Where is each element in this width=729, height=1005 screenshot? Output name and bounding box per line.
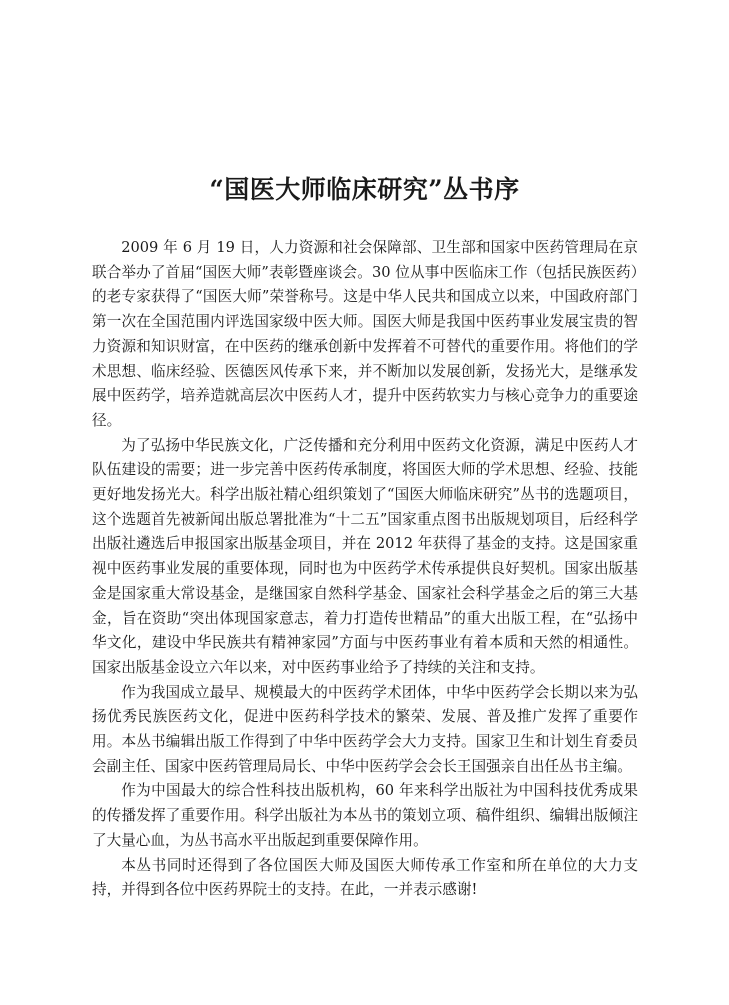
paragraph-4: 作为中国最大的综合性科技出版机构，60 年来科学出版社为中国科技优秀成果的传播发挥了重要作用。科学出版社为本丛书的策划立项、稿件组织、编辑出版倾注了大量心血，为丛书高水平出版起到重要保障作用。 — [92, 782, 638, 849]
paragraph-1: 2009 年 6 月 19 日，人力资源和社会保障部、卫生部和国家中医药管理局在京联合举办了首届“国医大师”表彰暨座谈会。30 位从事中医临床工作（包括民族医药）的老专家获得了“国医大师”荣誉称号。这是中华人民共和国成立以来，中国政府部门第一次在全国范围内评选国家级中医大师。国医大师是我国中医药事业发展宝贵的智力资源和知识财富，在中医药的继承创新中发挥着不可替代的重要作用。将他们的学术思想、临床经验、医德医风传承下来，并不断加以发展创新，发扬光大，是继承发展中医药学，培养造就高层次中医药人才，提升中医药软实力与核心竞争力的重要途径。 — [92, 239, 638, 429]
page-title: “国医大师临床研究”丛书序 — [209, 175, 520, 204]
paragraph-2: 为了弘扬中华民族文化，广泛传播和充分利用中医药文化资源，满足中医药人才队伍建设的需要；进一步完善中医药传承制度，将国医大师的学术思想、经验、技能更好地发扬光大。科学出版社精心组织策划了“国医大师临床研究”丛书的选题项目，这个选题首先被新闻出版总署批准为“十二五”国家重点图书出版规划项目，后经科学出版社遴选后申报国家出版基金项目，并在 2012 年获得了基金的支持。这是国家重视中医药事业发展的重要体现，同时也为中医药学术传承提供良好契机。国家出版基金是国家重大常设基金，是继国家自然科学基金、国家社会科学基金之后的第三大基金，旨在资助“突出体现国家意志，着力打造传世精品”的重大出版工程，在“弘扬中华文化，建设中华民族共有精神家园”方面与中医药事业有着本质和天然的相通性。国家出版基金设立六年以来，对中医药事业给予了持续的关注和支持。 — [92, 436, 638, 676]
paragraph-3: 作为我国成立最早、规模最大的中医药学术团体，中华中医药学会长期以来为弘扬优秀民族医药文化，促进中医药科学技术的繁荣、发展、普及推广发挥了重要作用。本丛书编辑出版工作得到了中华中医药学会大力支持。国家卫生和计划生育委员会副主任、国家中医药管理局局长、中华中医药学会会长王国强亲自出任丛书主编。 — [92, 683, 638, 775]
preface-body — [92, 236, 638, 903]
paragraph-5: 本丛书同时还得到了各位国医大师及国医大师传承工作室和所在单位的大力支持，并得到各位中医药界院士的支持。在此，一并表示感谢! — [92, 856, 638, 899]
